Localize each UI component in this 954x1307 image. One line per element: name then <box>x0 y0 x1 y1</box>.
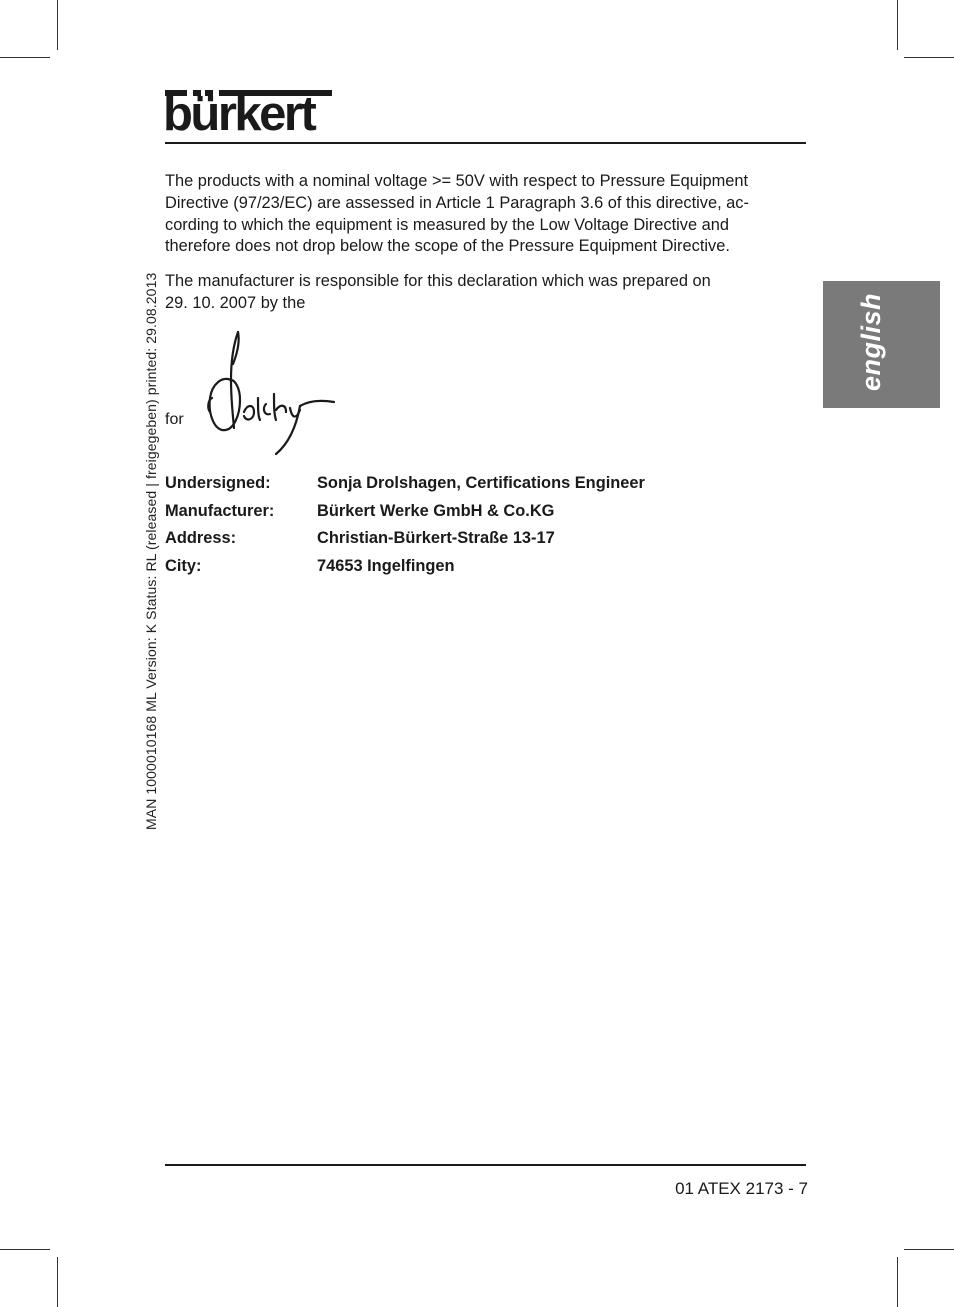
crop-mark <box>57 0 58 50</box>
header-rule <box>165 142 806 144</box>
table-row <box>165 553 645 581</box>
crop-mark <box>897 0 898 50</box>
crop-mark <box>904 1249 954 1250</box>
paragraph-line: Directive (97/23/EC) are assessed in Article 1 Paragraph 3.6 of this directive, ac- <box>165 193 749 212</box>
document-side-note: MAN 1000010168 ML Version: K Status: RL (released | freigegeben) printed: 29.08.2013 <box>143 272 159 830</box>
crop-mark <box>897 1257 898 1307</box>
table-row <box>165 525 645 553</box>
row-label: Address: <box>165 529 237 548</box>
row-value: Bürkert Werke GmbH & Co.KG <box>317 501 555 520</box>
crop-mark <box>0 1249 50 1250</box>
pressure-directive-paragraph <box>165 171 805 258</box>
table-row <box>165 498 645 526</box>
row-label: Undersigned: <box>165 474 271 493</box>
row-value: Sonja Drolshagen, Certifications Engineer <box>317 474 645 493</box>
row-label: City: <box>165 557 202 576</box>
logo-wordmark: bürkert <box>163 87 315 141</box>
paragraph-line: therefore does not drop below the scope of the Pressure Equipment Directive. <box>165 237 730 256</box>
paragraph-line: The manufacturer is responsible for this declaration which was prepared on <box>165 272 711 290</box>
row-value: 74653 Ingelfingen <box>317 557 455 576</box>
row-value: Christian-Bürkert-Straße 13-17 <box>317 529 555 548</box>
crop-mark <box>904 57 954 58</box>
paragraph-line: 29. 10. 2007 by the <box>165 293 306 312</box>
signatory-details-table <box>165 470 645 580</box>
row-label: Manufacturer: <box>165 501 275 520</box>
footer-rule <box>165 1164 806 1166</box>
page-number: 01 ATEX 2173 - 7 <box>675 1179 808 1198</box>
crop-mark <box>0 57 50 58</box>
language-tab-label: english <box>856 292 886 391</box>
paragraph-line: The products with a nominal voltage >= 50V with respect to Pressure Equipment <box>165 172 749 190</box>
company-logo <box>165 86 335 140</box>
signature-image <box>200 328 340 460</box>
language-tab <box>823 281 940 408</box>
for-label: for <box>165 411 184 428</box>
paragraph-line: cording to which the equipment is measured by the Low Voltage Directive and <box>165 215 729 234</box>
crop-mark <box>57 1257 58 1307</box>
table-row <box>165 470 645 498</box>
responsibility-paragraph <box>165 271 805 315</box>
